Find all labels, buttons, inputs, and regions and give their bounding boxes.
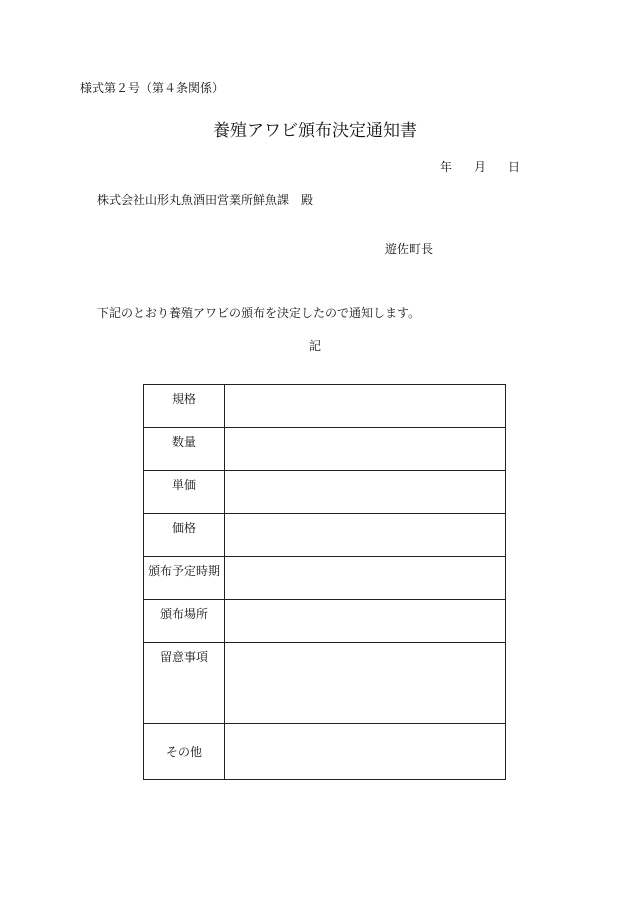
details-table bbox=[143, 384, 506, 780]
row-label-spec: 規格 bbox=[144, 385, 225, 428]
row-value-spec bbox=[225, 385, 506, 428]
row-value-price bbox=[225, 514, 506, 557]
body-text: 下記のとおり養殖アワビの頒布を決定したので通知します。 bbox=[97, 306, 421, 320]
row-label-quantity: 数量 bbox=[144, 428, 225, 471]
date-line bbox=[440, 158, 520, 175]
row-value-other bbox=[225, 724, 506, 780]
row-label-price: 価格 bbox=[144, 514, 225, 557]
row-value-quantity bbox=[225, 428, 506, 471]
date-day-label: 日 bbox=[508, 160, 521, 174]
row-label-unit-price: 単価 bbox=[144, 471, 225, 514]
addressee: 株式会社山形丸魚酒田営業所鮮魚課 殿 bbox=[97, 193, 314, 207]
row-value-unit-price bbox=[225, 471, 506, 514]
row-value-location bbox=[225, 600, 506, 643]
date-month-label: 月 bbox=[474, 160, 487, 174]
sender: 遊佐町長 bbox=[385, 242, 434, 256]
row-value-schedule bbox=[225, 557, 506, 600]
table-row bbox=[144, 643, 506, 724]
table-row bbox=[144, 514, 506, 557]
row-label-notes: 留意事項 bbox=[144, 643, 225, 724]
table-row bbox=[144, 471, 506, 514]
row-label-other: その他 bbox=[144, 724, 225, 780]
row-value-notes bbox=[225, 643, 506, 724]
date-year-label: 年 bbox=[440, 160, 453, 174]
table-row bbox=[144, 428, 506, 471]
table-row bbox=[144, 385, 506, 428]
form-number: 様式第２号（第４条関係） bbox=[80, 81, 225, 95]
ki-marker: 記 bbox=[309, 339, 322, 353]
row-label-schedule: 頒布予定時期 bbox=[144, 557, 225, 600]
table-row bbox=[144, 557, 506, 600]
row-label-location: 頒布場所 bbox=[144, 600, 225, 643]
document-title: 養殖アワビ頒布決定通知書 bbox=[213, 121, 417, 141]
table-row bbox=[144, 724, 506, 780]
table-row bbox=[144, 600, 506, 643]
